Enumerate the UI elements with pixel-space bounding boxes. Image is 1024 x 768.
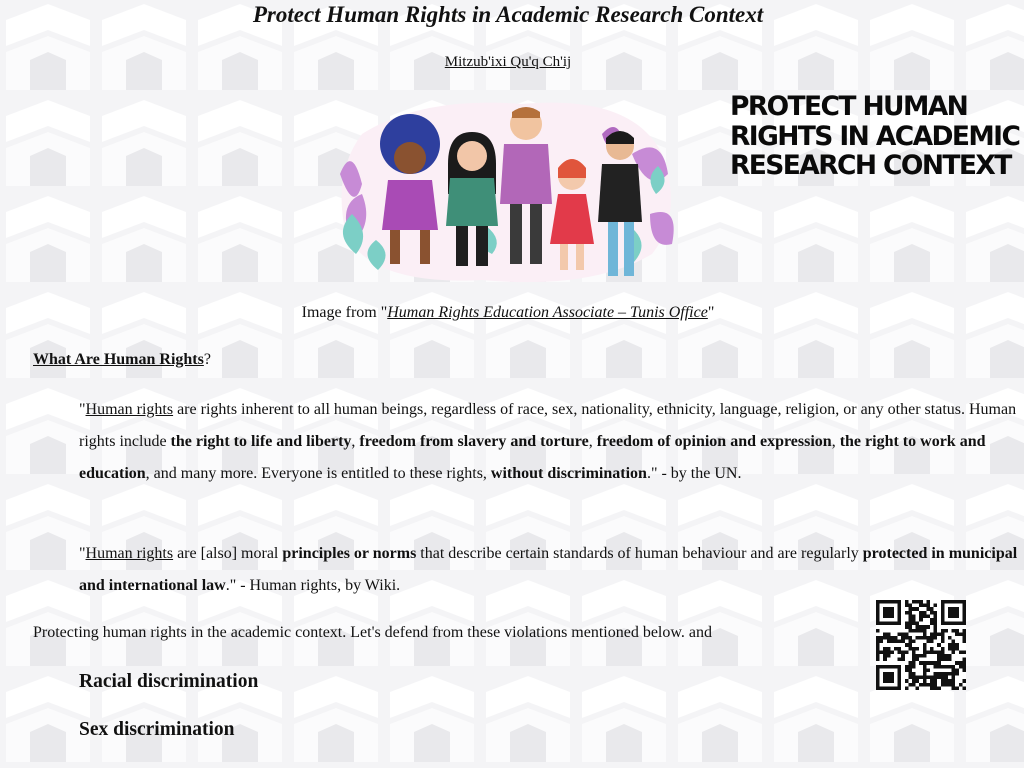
section-heading-link[interactable]: What Are Human Rights [33,351,204,368]
quote-open: " [79,545,86,562]
caption-suffix: " [707,304,715,321]
quote-bold: freedom from slavery and torture [359,433,589,450]
author-link[interactable]: Mitzub'ixi Qu'q Ch'ij [444,54,572,70]
human-rights-link[interactable]: Human rights [85,401,174,418]
quote-text: ." - Human rights, by Wiki. [225,577,401,594]
quote-text: are [also] moral [173,545,283,562]
poster-title: PROTECT HUMAN RIGHTS IN ACADEMIC RESEARCH CONTEXT [730,91,1020,181]
quote-bold: protected in municipal and international law [79,545,1018,594]
section-heading [33,351,211,369]
quote-un [79,394,1019,490]
quote-bold: freedom of opinion and expression [596,433,832,450]
quote-text: , and many more. Everyone is entitled to these rights, [145,465,491,482]
quote-wiki [79,538,1019,602]
violation-item: Racial discrimination [79,671,259,692]
quote-bold: the right to work and education [79,433,986,482]
violation-item: Sex discrimination [79,719,235,740]
people-illustration [332,94,684,286]
section-heading-suffix: ? [203,351,211,368]
page-title: Protect Human Rights in Academic Research Context [252,2,764,27]
quote-bold: principles or norms [282,545,417,562]
caption-source-link[interactable]: Human Rights Education Associate – Tunis Office [387,304,708,321]
quote-text: are rights inherent to all human beings, regardless of race, sex, nationality, ethnicity, language, religion, or any other status. Human rights include [79,401,1017,450]
quote-text: , [588,433,597,450]
quote-text: ." - by the UN. [646,465,742,482]
caption-prefix: Image from " [301,304,388,321]
quote-open: " [79,401,86,418]
image-caption [0,304,1016,322]
intro-paragraph: Protecting human rights in the academic context. Let's defend from these violations mentioned below. and [33,624,712,641]
quote-bold: without discrimination [490,465,647,482]
human-rights-link[interactable]: Human rights [85,545,174,562]
qr-code[interactable] [876,600,966,690]
quote-text: , [831,433,840,450]
quote-text: that describe certain standards of human behaviour and are regularly [416,545,863,562]
quote-bold: the right to life and liberty [170,433,352,450]
quote-text: , [351,433,360,450]
